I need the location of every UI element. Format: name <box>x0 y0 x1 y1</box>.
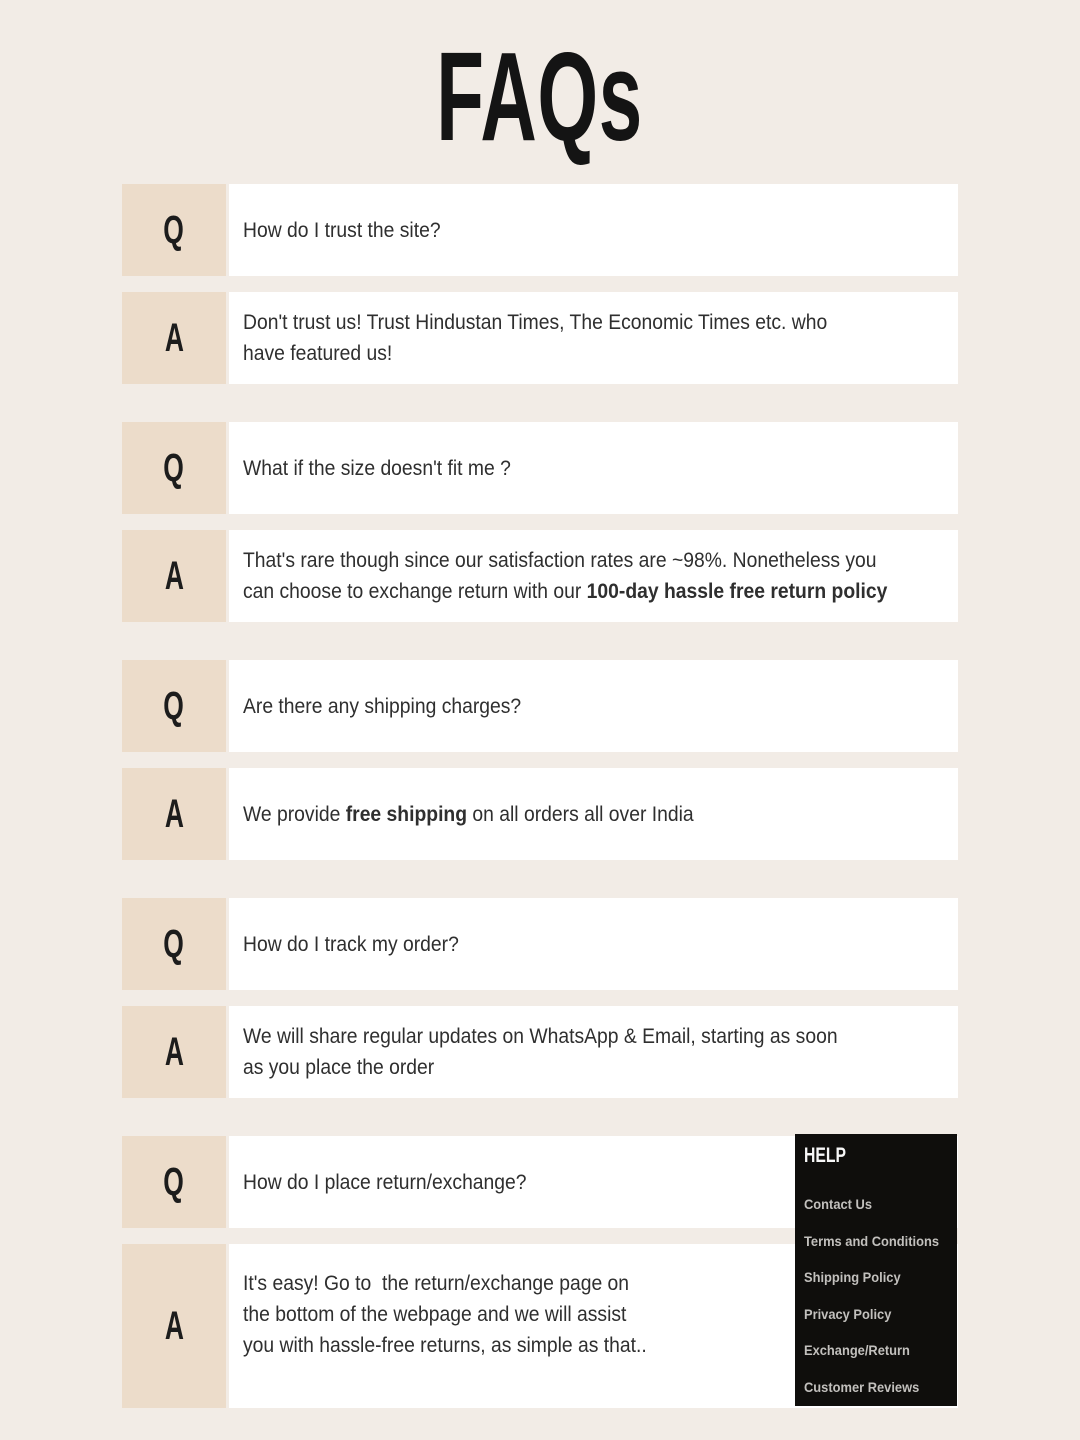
answer-text: We will share regular updates on WhatsApp & Email, starting as soon <box>243 1025 838 1048</box>
answer-label: A <box>122 1006 226 1098</box>
faq-row <box>122 530 958 622</box>
faq-row <box>122 422 958 514</box>
question-text: What if the size doesn't fit me ? <box>243 456 511 480</box>
question-card <box>229 898 958 990</box>
help-link-shipping-policy[interactable]: Shipping Policy <box>804 1269 901 1285</box>
faq-row <box>122 1006 958 1098</box>
text-lines <box>243 453 511 484</box>
help-link-customer-reviews[interactable]: Customer Reviews <box>804 1378 920 1395</box>
faq-row <box>122 292 958 384</box>
answer-text: It's easy! Go to the return/exchange page on <box>243 1272 630 1295</box>
answer-label: A <box>122 1244 226 1408</box>
faq-row <box>122 898 958 990</box>
question-card <box>229 660 958 752</box>
faq-row <box>122 660 958 752</box>
question-label: Q <box>122 422 226 514</box>
help-menu <box>795 1134 957 1406</box>
help-links <box>804 1196 951 1395</box>
answer-text: We provide free shipping on all orders all over India <box>243 802 694 826</box>
answer-text: as you place the order <box>243 1056 435 1079</box>
help-link-exchange-return[interactable]: Exchange/Return <box>804 1342 910 1358</box>
text-lines <box>243 307 827 369</box>
answer-text: Don't trust us! Trust Hindustan Times, The Economic Times etc. who <box>243 311 828 334</box>
question-label: Q <box>122 184 226 276</box>
page-header <box>0 0 1080 174</box>
answer-card <box>229 1006 958 1098</box>
faq-row <box>122 184 958 276</box>
question-label: Q <box>122 660 226 752</box>
answer-card <box>229 768 958 860</box>
answer-label: A <box>122 292 226 384</box>
question-card <box>229 422 958 514</box>
text-lines <box>243 1268 647 1361</box>
answer-text: the bottom of the webpage and we will assist <box>243 1303 627 1326</box>
answer-text: can choose to exchange return with our 100-day hassle free return policy <box>243 580 888 603</box>
text-lines <box>243 215 441 246</box>
question-text: How do I place return/exchange? <box>243 1170 527 1194</box>
text-lines <box>243 1021 838 1083</box>
answer-card <box>229 292 958 384</box>
answer-label: A <box>122 530 226 622</box>
answer-text: have featured us! <box>243 342 393 365</box>
page-title: FAQs <box>436 26 644 167</box>
text-lines <box>243 545 887 607</box>
text-lines <box>243 929 459 960</box>
question-label: Q <box>122 1136 226 1228</box>
answer-label: A <box>122 768 226 860</box>
text-lines <box>243 799 694 830</box>
help-menu-title: HELP <box>804 1144 847 1167</box>
question-text: Are there any shipping charges? <box>243 694 522 718</box>
question-text: How do I track my order? <box>243 932 459 956</box>
text-lines <box>243 691 521 722</box>
text-lines <box>243 1167 527 1198</box>
help-link-privacy-policy[interactable]: Privacy Policy <box>804 1305 892 1322</box>
answer-text: That's rare though since our satisfaction rates are ~98%. Nonetheless you <box>243 549 877 572</box>
help-link-contact-us[interactable]: Contact Us <box>804 1196 872 1212</box>
help-link-terms-and-conditions[interactable]: Terms and Conditions <box>804 1232 940 1249</box>
question-text: How do I trust the site? <box>243 218 441 242</box>
answer-text: you with hassle-free returns, as simple as that.. <box>243 1334 647 1357</box>
answer-card <box>229 530 958 622</box>
question-label: Q <box>122 898 226 990</box>
question-card <box>229 184 958 276</box>
faq-row <box>122 768 958 860</box>
